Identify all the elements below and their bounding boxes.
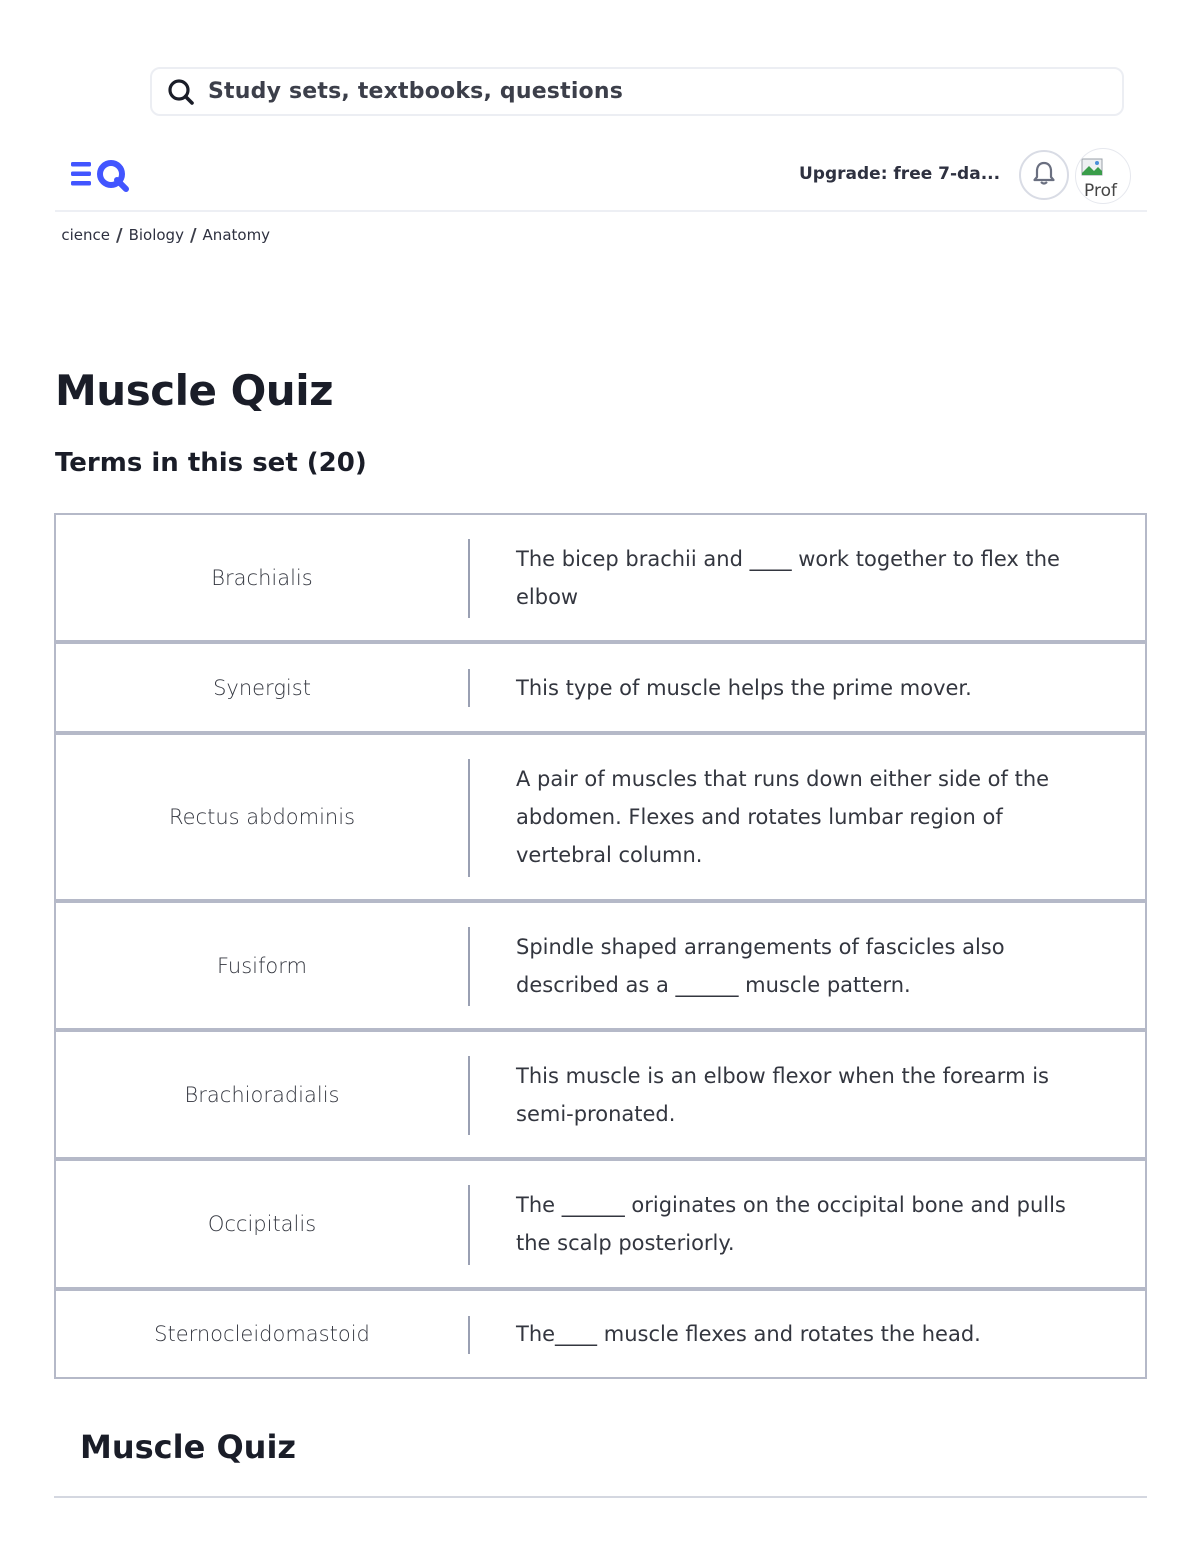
term-row[interactable] — [54, 733, 1147, 901]
term-divider — [468, 759, 470, 877]
term-divider — [468, 539, 470, 618]
term-definition: This muscle is an elbow flexor when the forearm is semi-pronated. — [516, 1063, 1049, 1126]
broken-image-icon — [1080, 153, 1106, 184]
terms-heading: Terms in this set (20) — [55, 448, 367, 478]
terms-list — [54, 513, 1147, 1380]
top-header — [55, 140, 1147, 212]
term-row[interactable] — [54, 901, 1147, 1030]
divider — [54, 1496, 1147, 1498]
term-word: Brachialis — [211, 565, 313, 590]
breadcrumb-separator: / — [189, 224, 197, 246]
quizlet-logo[interactable] — [69, 156, 131, 192]
search-placeholder: Study sets, textbooks, questions — [208, 79, 624, 104]
term-definition: A pair of muscles that runs down either side of the abdomen. Flexes and rotates lumbar region of vertebral column. — [516, 767, 1050, 867]
term-word: Brachioradialis — [184, 1082, 340, 1107]
page-title: Muscle Quiz — [55, 366, 334, 415]
term-divider — [468, 1056, 470, 1135]
avatar-alt-text: Prof — [1084, 181, 1117, 201]
term-word: Rectus abdominis — [168, 805, 356, 829]
term-divider — [468, 1185, 470, 1265]
term-word: Fusiform — [217, 953, 307, 978]
search-icon — [166, 77, 196, 107]
term-divider — [468, 927, 470, 1006]
term-word: Occipitalis — [207, 1212, 317, 1236]
footer-set-title: Muscle Quiz — [80, 1428, 297, 1466]
bell-icon — [1032, 160, 1056, 191]
breadcrumb-separator: / — [116, 224, 123, 246]
term-definition: This type of muscle helps the prime mover. — [516, 675, 972, 700]
avatar[interactable] — [1075, 148, 1131, 204]
breadcrumb — [60, 224, 460, 246]
term-word: Synergist — [213, 675, 311, 700]
term-row[interactable] — [54, 1159, 1147, 1289]
term-definition: Spindle shaped arrangements of fascicles also described as a ______ muscle pattern. — [516, 934, 1005, 997]
term-divider — [468, 1316, 470, 1354]
term-definition: The ______ originates on the occipital bone and pulls the scalp posteriorly. — [516, 1193, 1066, 1255]
term-row[interactable] — [54, 642, 1147, 733]
upgrade-link[interactable]: Upgrade: free 7-da... — [799, 164, 1001, 184]
term-row[interactable] — [54, 513, 1147, 642]
breadcrumb-item-anatomy[interactable]: Anatomy — [202, 226, 271, 244]
notifications-button[interactable] — [1019, 150, 1069, 200]
term-row[interactable] — [54, 1030, 1147, 1159]
term-row[interactable] — [54, 1289, 1147, 1379]
term-divider — [468, 669, 470, 707]
term-definition: The bicep brachii and ____ work together to flex the elbow — [516, 546, 1060, 609]
term-definition: The____ muscle flexes and rotates the head. — [516, 1322, 981, 1346]
search-input[interactable] — [150, 67, 1124, 116]
term-word: Sternocleidomastoid — [154, 1322, 370, 1346]
breadcrumb-item-biology[interactable]: Biology — [128, 226, 184, 244]
breadcrumb-item-science[interactable]: cience — [61, 226, 110, 244]
